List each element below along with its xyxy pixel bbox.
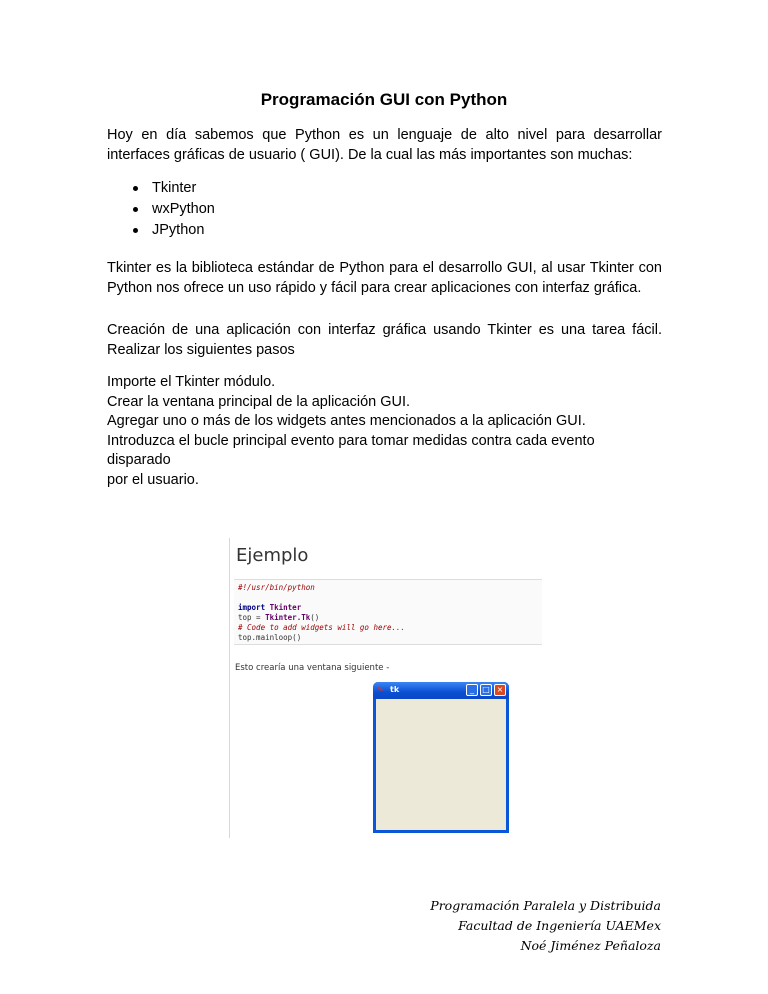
bullet-icon <box>133 207 138 212</box>
list-item: wxPython <box>133 199 215 220</box>
example-screenshot <box>229 538 543 838</box>
tk-titlebar <box>373 682 509 699</box>
tk-client-area <box>376 699 506 830</box>
step-line: Crear la ventana principal de la aplicación GUI. <box>107 393 411 410</box>
intro-paragraph: Hoy en día sabemos que Python es un lenguaje de alto nivel para desarrollar interfaces gráficas de usuario ( GUI). De la cual las más importantes son muchas: <box>107 127 662 163</box>
tkinter-paragraph: Tkinter es la biblioteca estándar de Python para el desarrollo GUI, al usar Tkinter con Python nos ofrece un uso rápido y fácil para crear aplicaciones con interfaz gráfica. <box>107 260 662 296</box>
library-list <box>133 178 215 241</box>
footer-author: Noé Jiménez Peñaloza <box>520 938 661 953</box>
step-line: Importe el Tkinter módulo. <box>107 374 276 390</box>
step-line: disparado <box>107 452 171 468</box>
footer-course: Programación Paralela y Distribuida <box>430 898 661 913</box>
step-line: Introduzca el bucle principal evento para tomar medidas contra cada evento <box>107 432 595 449</box>
step-line: por el usuario. <box>107 471 199 488</box>
code-assign-line: top = Tkinter.Tk() <box>238 613 320 622</box>
tk-feather-icon: ✎ <box>377 685 384 694</box>
code-import-line: import Tkinter <box>238 603 302 612</box>
tk-window <box>373 682 509 833</box>
close-icon: × <box>494 684 506 696</box>
steps-list <box>107 373 662 490</box>
code-shebang: #!/usr/bin/python <box>238 583 315 592</box>
example-heading: Ejemplo <box>236 545 309 566</box>
maximize-icon: □ <box>480 684 492 696</box>
bullet-icon <box>133 228 138 233</box>
tk-window-title: tk <box>390 685 400 694</box>
list-item: JPython <box>133 220 215 241</box>
minimize-icon: _ <box>466 684 478 696</box>
bullet-icon <box>133 186 138 191</box>
code-mainloop-line: top.mainloop() <box>238 633 302 642</box>
code-block <box>234 579 542 645</box>
footer-faculty: Facultad de Ingeniería UAEMex <box>458 918 661 933</box>
step-line: Agregar uno o más de los widgets antes mencionados a la aplicación GUI. <box>107 413 586 429</box>
list-item: Tkinter <box>133 178 215 199</box>
steps-intro-paragraph: Creación de una aplicación con interfaz gráfica usando Tkinter es una tarea fácil. Realizar los siguientes pasos <box>107 322 662 358</box>
code-comment: # Code to add widgets will go here... <box>238 623 406 632</box>
document-title: Programación GUI con Python <box>260 90 508 109</box>
example-description: Esto crearía una ventana siguiente - <box>235 663 390 673</box>
